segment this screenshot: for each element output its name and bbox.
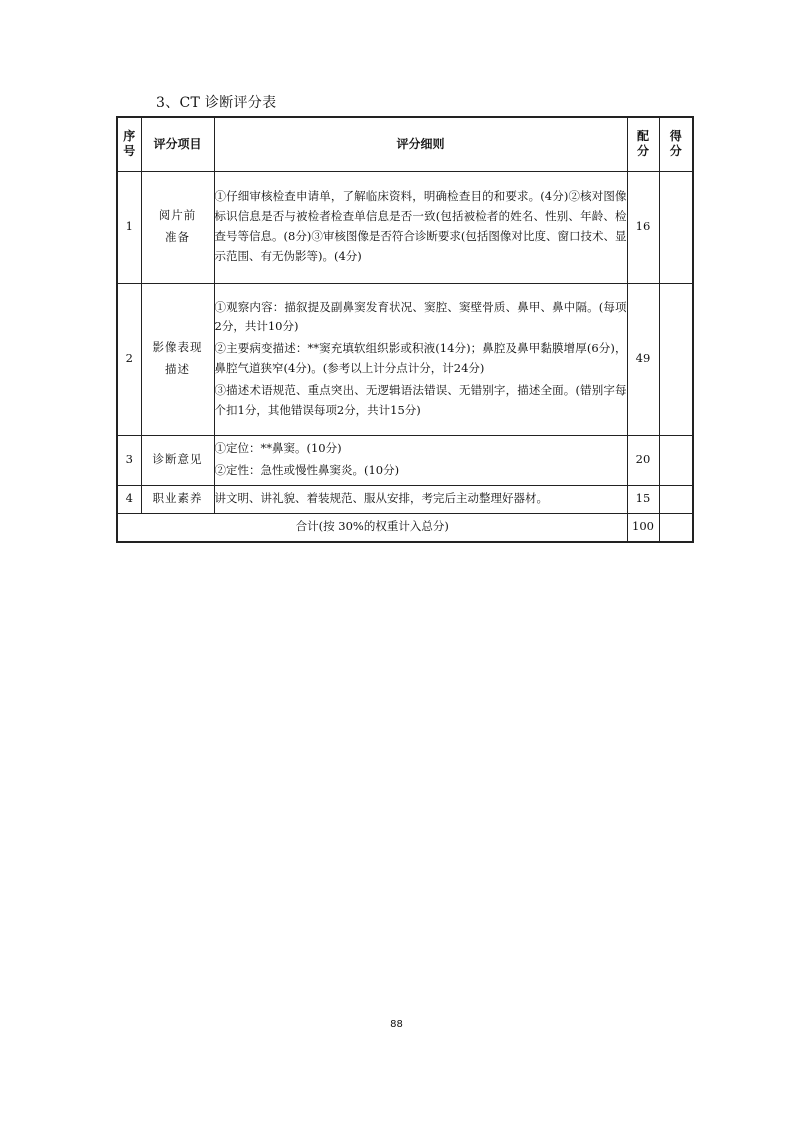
row-item-name: 诊断意见 <box>141 435 214 485</box>
table-row <box>117 283 693 435</box>
row-criteria: 讲文明、讲礼貌、着装规范、服从安排，考完后主动整理好器材。 <box>214 485 627 513</box>
total-max-points: 100 <box>627 513 659 542</box>
section-title: 3、CT 诊断评分表 <box>156 95 277 111</box>
row-criteria: ①定位：**鼻窦。(10分) ②定性：急性或慢性鼻窦炎。(10分) <box>214 435 627 485</box>
row-criteria: ①观察内容：描叙提及副鼻窦发育状况、窦腔、窦壁骨质、鼻甲、鼻中隔。(每项2分，共计10分) ②主要病变描述：**窦充填软组织影或积液(14分)；鼻腔及鼻甲黏膜增厚(6分)，鼻腔气道狭窄(4分)。(参考以上计分点计分，计24分) ③描述术语规范、重点突出、无逻辑语法错误、无错别字，描述全面。(错别字每个扣1分，其他错误每项2分，共计15分) <box>214 283 627 435</box>
ct-scoring-table <box>116 116 694 543</box>
row-max-points: 16 <box>627 171 659 283</box>
row-item-name: 职业素养 <box>141 485 214 513</box>
row-max-points: 49 <box>627 283 659 435</box>
row-criteria: ①仔细审核检查申请单，了解临床资料，明确检查目的和要求。(4分)②核对图像标识信息是否与被检者检查单信息是否一致(包括被检者的姓名、性别、年龄、检查号等信息。(8分)③审核图像是否符合诊断要求(包括图像对比度、窗口技术、显示范围、有无伪影等)。(4分) <box>214 171 627 283</box>
total-label: 合计(按 30%的权重计入总分) <box>117 513 627 542</box>
row-serial-number: 3 <box>117 435 141 485</box>
row-serial-number: 2 <box>117 283 141 435</box>
row-serial-number: 4 <box>117 485 141 513</box>
table-header-row <box>117 117 693 171</box>
row-obtained-points <box>659 435 693 485</box>
table-row <box>117 171 693 283</box>
row-item-name: 阅片前 准备 <box>141 171 214 283</box>
header-scoring-item: 评分项目 <box>141 117 214 171</box>
total-obtained-points <box>659 513 693 542</box>
row-obtained-points <box>659 171 693 283</box>
header-max-points: 配 分 <box>627 117 659 171</box>
header-serial-number: 序 号 <box>117 117 141 171</box>
table-row <box>117 485 693 513</box>
row-max-points: 20 <box>627 435 659 485</box>
row-obtained-points <box>659 283 693 435</box>
row-item-name: 影像表现 描述 <box>141 283 214 435</box>
table-row <box>117 435 693 485</box>
row-obtained-points <box>659 485 693 513</box>
total-row <box>117 513 693 542</box>
header-obtained-points: 得 分 <box>659 117 693 171</box>
row-max-points: 15 <box>627 485 659 513</box>
page-number: 88 <box>390 1019 403 1030</box>
row-serial-number: 1 <box>117 171 141 283</box>
header-scoring-criteria: 评分细则 <box>214 117 627 171</box>
